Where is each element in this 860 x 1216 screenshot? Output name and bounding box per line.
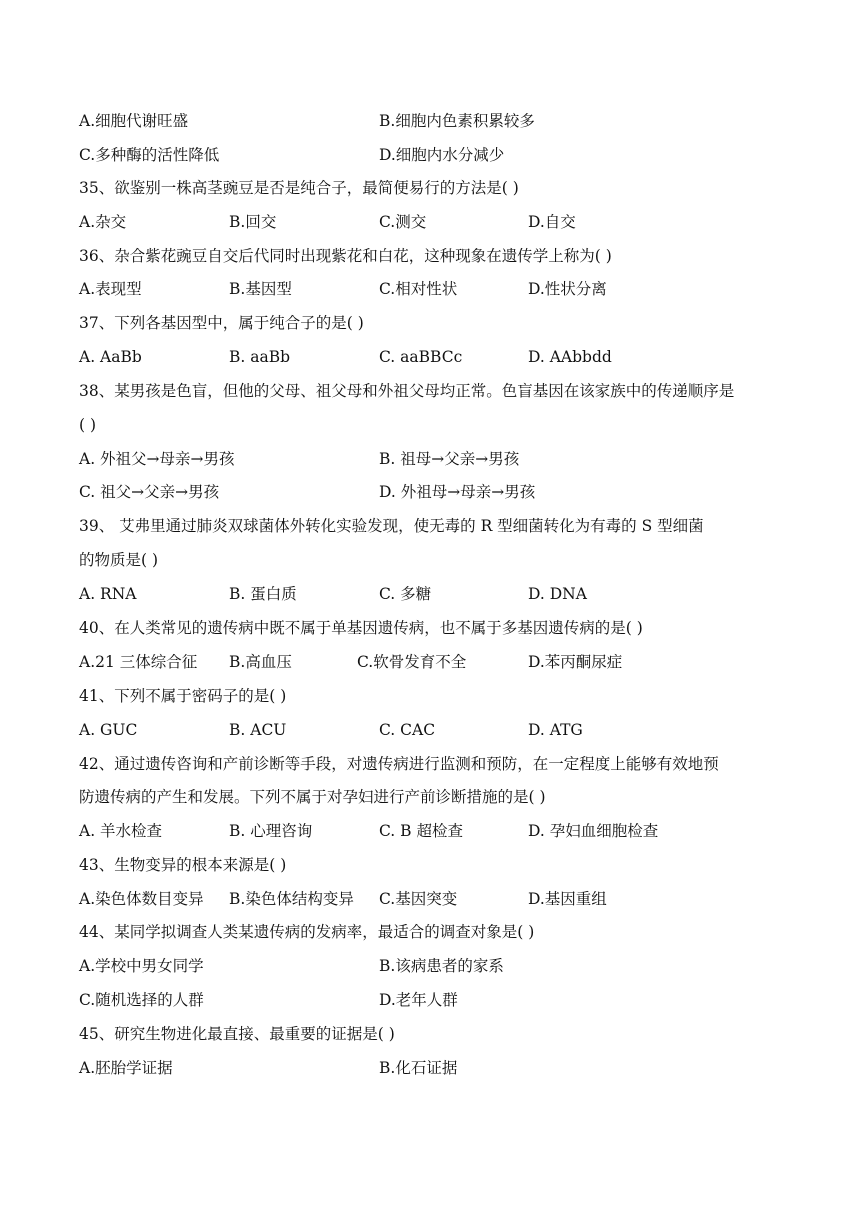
option-a: A.杂交: [79, 213, 127, 231]
option-c: C. B 超检查: [379, 822, 463, 840]
question-text: 45、研究生物进化最直接、最重要的证据是( ): [79, 1025, 395, 1043]
option-b: B.化石证据: [379, 1059, 458, 1077]
options-row: [0, 475, 860, 509]
option-a: A.学校中男女同学: [79, 957, 204, 975]
options-row: [0, 645, 860, 679]
option-a: A.表现型: [79, 280, 142, 298]
option-b: B.回交: [229, 213, 277, 231]
options-row: [0, 814, 860, 848]
question-42: [0, 747, 860, 781]
question-text-line-2: ( ): [79, 416, 97, 434]
option-b: B.高血压: [229, 653, 292, 671]
question-text: 41、下列不属于密码子的是( ): [79, 687, 287, 705]
option-c: C. aaBBCc: [379, 348, 463, 366]
question-text: 35、欲鉴别一株高茎豌豆是否是纯合子，最简便易行的方法是( ): [79, 179, 519, 197]
question-38: [0, 374, 860, 408]
question-text-line-1: 42、通过遗传咨询和产前诊断等手段，对遗传病进行监测和预防，在一定程度上能够有效地预: [79, 755, 719, 773]
question-text-line-1: 38、某男孩是色盲，但他的父母、祖父母和外祖父母均正常。色盲基因在该家族中的传递顺序是: [79, 382, 735, 400]
option-d: D.苯丙酮尿症: [528, 653, 623, 671]
question-36: [0, 239, 860, 273]
option-c: C.随机选择的人群: [79, 991, 204, 1009]
option-a: A. GUC: [79, 721, 138, 739]
options-row: [0, 205, 860, 239]
question-42-cont: [0, 780, 860, 814]
option-d: D. AAbbdd: [528, 348, 612, 366]
question-41: [0, 679, 860, 713]
option-b: B.基因型: [229, 280, 292, 298]
option-b: B. ACU: [229, 721, 287, 739]
options-row: [0, 272, 860, 306]
question-37: [0, 306, 860, 340]
option-a: A. AaBb: [79, 348, 142, 366]
option-d: D.细胞内水分减少: [379, 146, 505, 164]
question-40: [0, 611, 860, 645]
question-text: 36、杂合紫花豌豆自交后代同时出现紫花和白花，这种现象在遗传学上称为( ): [79, 247, 612, 265]
option-c: C.多种酶的活性降低: [79, 146, 220, 164]
option-d: D. ATG: [528, 721, 583, 739]
option-c: C.测交: [379, 213, 427, 231]
question-39: [0, 509, 860, 543]
question-text: 43、生物变异的根本来源是( ): [79, 856, 287, 874]
question-35: [0, 171, 860, 205]
question-43: [0, 848, 860, 882]
options-row: [0, 104, 860, 138]
question-44: [0, 915, 860, 949]
option-d: D.性状分离: [528, 280, 607, 298]
option-b: B. aaBb: [229, 348, 291, 366]
option-b: B. 心理咨询: [229, 822, 313, 840]
option-d: D.自交: [528, 213, 576, 231]
option-d: D.基因重组: [528, 890, 607, 908]
options-row: [0, 949, 860, 983]
option-a: A.21 三体综合征: [79, 653, 198, 671]
question-text: 40、在人类常见的遗传病中既不属于单基因遗传病，也不属于多基因遗传病的是( ): [79, 619, 643, 637]
question-39-cont: [0, 543, 860, 577]
option-c: C.基因突变: [379, 890, 458, 908]
options-row: [0, 138, 860, 172]
option-a: A.细胞代谢旺盛: [79, 112, 189, 130]
option-a: A. RNA: [79, 585, 137, 603]
question-38-cont: [0, 408, 860, 442]
option-a: A.胚胎学证据: [79, 1059, 173, 1077]
option-c: C.软骨发育不全: [357, 653, 467, 671]
option-a: A.染色体数目变异: [79, 890, 204, 908]
option-a: A. 羊水检查: [79, 822, 163, 840]
option-b: B. 祖母→父亲→男孩: [379, 450, 520, 468]
options-row: [0, 340, 860, 374]
option-a: A. 外祖父→母亲→男孩: [79, 450, 235, 468]
options-row: [0, 577, 860, 611]
option-d: D.老年人群: [379, 991, 458, 1009]
options-row: [0, 882, 860, 916]
option-b: B. 蛋白质: [229, 585, 297, 603]
option-c: C. 多糖: [379, 585, 432, 603]
options-row: [0, 713, 860, 747]
options-row: [0, 1051, 860, 1085]
question-text: 44、某同学拟调查人类某遗传病的发病率，最适合的调查对象是( ): [79, 923, 535, 941]
option-d: D. 孕妇血细胞检查: [528, 822, 659, 840]
option-b: B.该病患者的家系: [379, 957, 504, 975]
option-c: C. 祖父→父亲→男孩: [79, 483, 220, 501]
question-text-line-2: 的物质是( ): [79, 551, 159, 569]
option-c: C. CAC: [379, 721, 436, 739]
question-text-line-1: 39、 艾弗里通过肺炎双球菌体外转化实验发现，使无毒的 R 型细菌转化为有毒的 S 型细菌: [79, 517, 704, 535]
option-b: B.染色体结构变异: [229, 890, 354, 908]
options-row: [0, 442, 860, 476]
option-c: C.相对性状: [379, 280, 458, 298]
question-text-line-2: 防遗传病的产生和发展。下列不属于对孕妇进行产前诊断措施的是( ): [79, 788, 546, 806]
question-text: 37、下列各基因型中，属于纯合子的是( ): [79, 314, 364, 332]
option-d: D. DNA: [528, 585, 587, 603]
options-row: [0, 983, 860, 1017]
option-d: D. 外祖母→母亲→男孩: [379, 483, 536, 501]
question-45: [0, 1017, 860, 1051]
option-b: B.细胞内色素积累较多: [379, 112, 535, 130]
